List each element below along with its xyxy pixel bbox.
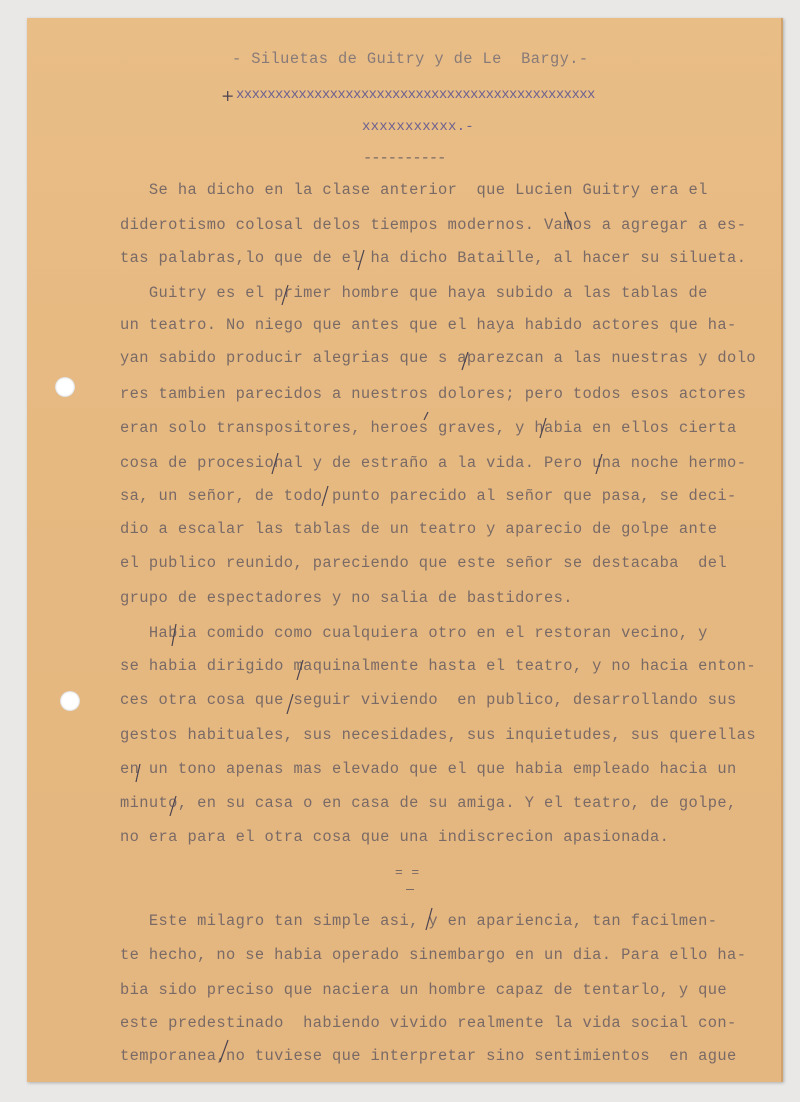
paragraph-line: bia sido preciso que naciera un hombre capaz de tentarlo, y que [120, 981, 728, 999]
paragraph-line: el publico reunido, pareciendo que este señor se destacaba del [120, 554, 728, 572]
correction-stroke [297, 660, 303, 680]
struck-heading-line-2: xxxxxxxxxxx.- [362, 119, 474, 135]
paragraph-line: diderotismo colosal delos tiempos modernos. Vamos a agregar a es- [120, 216, 747, 234]
insertion-mark: + [221, 86, 235, 105]
paragraph-line: minuto, en su casa o en casa de su amiga. Y el teatro, de golpe, [120, 794, 737, 812]
paragraph-line: temporanea,no tuviese que interpretar sino sentimientos en ague [120, 1047, 737, 1065]
correction-stroke [358, 250, 364, 270]
correction-stroke [540, 418, 546, 438]
correction-stroke [220, 1040, 228, 1062]
paragraph-line: este predestinado habiendo vivido realmente la vida social con- [120, 1014, 737, 1032]
section-break: = = [395, 865, 420, 880]
paragraph-line: Habia comido como cualquiera otro en el restoran vecino, y [120, 624, 708, 642]
paragraph-line: gestos habituales, sus necesidades, sus inquietudes, sus querellas [120, 726, 756, 744]
paragraph-line: eran solo transpositores, heroes graves, y habia en ellos cierta [120, 419, 737, 437]
correction-stroke [424, 412, 428, 420]
paragraph-line: cosa de procesional y de estraño a la vida. Pero una noche hermo- [120, 454, 747, 472]
paragraph-line: grupo de espectadores y no salia de bastidores. [120, 589, 573, 607]
title-separator: ---------- [363, 149, 446, 167]
correction-stroke [287, 694, 293, 714]
correction-stroke [322, 486, 328, 506]
correction-stroke [426, 908, 432, 930]
paragraph-line: sa, un señor, de todo punto parecido al señor que pasa, se deci- [120, 487, 737, 505]
struck-heading-line-1: xxxxxxxxxxxxxxxxxxxxxxxxxxxxxxxxxxxxxxxxxxxxxx [236, 87, 595, 103]
correction-stroke [272, 453, 278, 474]
paragraph-line: dio a escalar las tablas de un teatro y aparecio de golpe ante [120, 520, 718, 538]
paragraph-line: un teatro. No niego que antes que el haya habido actores que ha- [120, 316, 737, 334]
paragraph-line: yan sabido producir alegrias que s aparezcan a las nuestras y dolo [120, 349, 756, 367]
document-title: - Siluetas de Guitry y de Le Bargy.- [232, 50, 589, 68]
correction-stroke [172, 624, 176, 646]
paragraph-line: Se ha dicho en la clase anterior que Lucien Guitry era el [120, 181, 708, 199]
correction-stroke [136, 764, 140, 782]
paragraph-line: ces otra cosa que seguir viviendo en publico, desarrollando sus [120, 691, 737, 709]
paragraph-line: Este milagro tan simple asi, y en apariencia, tan facilmen- [120, 912, 718, 930]
paragraph-line: res tambien parecidos a nuestros dolores; pero todos esos actores [120, 385, 747, 403]
correction-stroke [170, 796, 176, 816]
paragraph-line: en un tono apenas mas elevado que el que habia empleado hacia un [120, 760, 737, 778]
correction-stroke [565, 212, 572, 230]
correction-stroke [282, 285, 288, 305]
paragraph-line: te hecho, no se habia operado sinembargo en un dia. Para ello ha- [120, 946, 747, 964]
paragraph-line: tas palabras,lo que de el ha dicho Bataille, al hacer su silueta. [120, 249, 747, 267]
correction-stroke [596, 454, 602, 474]
correction-stroke [462, 352, 468, 370]
paragraph-line: Guitry es el primer hombre que haya subido a las tablas de [120, 284, 708, 302]
paragraph-line: se habia dirigido maquinalmente hasta el teatro, y no hacia enton- [120, 657, 756, 675]
paragraph-line: no era para el otra cosa que una indiscrecion apasionada. [120, 828, 670, 846]
